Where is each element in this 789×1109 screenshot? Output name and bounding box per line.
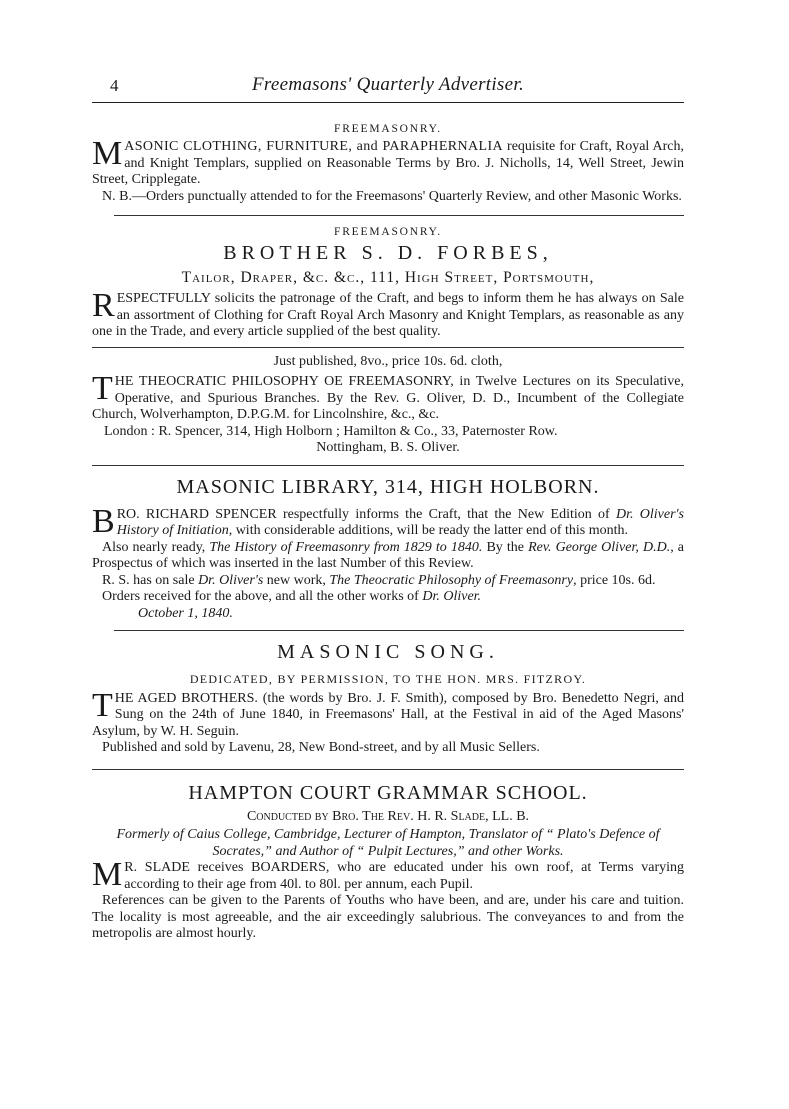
ad-theocratic-philosophy — [92, 354, 684, 457]
advertiser-address: Tailor, Draper, &c. &c., 111, High Street, Portsmouth, — [181, 269, 595, 286]
ad-body — [92, 370, 684, 424]
ad-body-text: RO. RICHARD SPENCER respectfully informs the Craft, that the New Edition of — [116, 506, 616, 522]
section-title: MASONIC SONG. — [277, 640, 499, 663]
ad-body-text: , price 10s. 6d. — [573, 572, 656, 588]
section-title: MASONIC LIBRARY, 314, HIGH HOLBORN. — [176, 475, 600, 498]
on-sale-note — [92, 573, 684, 590]
author-name: Dr. Oliver. — [422, 589, 482, 604]
ad-kicker: FREEMASONRY. — [334, 226, 442, 238]
drop-cap: B — [92, 502, 115, 540]
book-title: Dr. Oliver's History of Initiation — [116, 506, 684, 538]
divider — [92, 465, 684, 466]
divider — [114, 215, 684, 216]
publication-notice: Just published, 8vo., price 10s. 6d. cloth, — [273, 353, 503, 369]
conducted-by: Conducted by Bro. The Rev. H. R. Slade, LL. B. — [246, 808, 530, 824]
ad-body — [92, 287, 684, 341]
author-name: Rev. George Oliver, D.D. — [528, 539, 671, 555]
drop-cap: T — [92, 370, 113, 407]
ad-body-text: By the — [482, 539, 529, 555]
divider — [114, 630, 684, 631]
ad-forbes-tailor — [92, 226, 684, 341]
divider — [92, 769, 684, 770]
divider — [92, 347, 684, 348]
drop-cap: M — [92, 856, 123, 893]
ad-masonic-clothing — [92, 123, 684, 205]
ad-body-text: Orders received for the above, and all the other works of — [102, 589, 423, 604]
references-note: References can be given to the Parents of Youths who have been, and are, under his care and tuition. The locality is most agreeable, and the air exceedingly salubrious. The conveyances to and from the metropolis are almost hourly. — [92, 893, 684, 941]
ad-body-text: ESPECTFULLY solicits the patronage of the Craft, and begs to inform them he has always on Sale an assortment of Clothing for Craft Royal Arch Masonry and Knight Templars, as reasonable as any one in the Trade, and every article supplied of the best quality. — [92, 291, 684, 339]
ad-body — [92, 135, 685, 189]
ad-body-text: Also nearly ready, — [102, 539, 210, 555]
credentials: Formerly of Caius College, Cambridge, Lecturer of Hampton, Translator of “ Plato's Defence of Socrates,” and Author of “ Pulpit Lectures,” and other Works. — [116, 827, 660, 859]
drop-cap: T — [92, 686, 113, 724]
ad-body-text: new work, — [263, 572, 330, 588]
publisher-nottingham: Nottingham, B. S. Oliver. — [316, 440, 460, 455]
author-name: Dr. Oliver's — [198, 572, 264, 588]
section-title: HAMPTON COURT GRAMMAR SCHOOL. — [188, 781, 588, 804]
ad-masonic-library — [92, 476, 684, 622]
ad-lead: ASONIC CLOTHING, FURNITURE, and PARAPHERNALIA — [124, 139, 504, 154]
ad-note: N. B.—Orders punctually attended to for the Freemasons' Quarterly Review, and other Masonic Works. — [102, 188, 682, 204]
also-ready-note — [92, 540, 684, 573]
publisher-london: London : R. Spencer, 314, High Holborn ; Hamilton & Co., 33, Paternoster Row. — [104, 423, 558, 439]
book-title: The Theocratic Philosophy of Freemasonry — [329, 572, 574, 588]
running-title: Freemasons' Quarterly Advertiser. — [251, 74, 524, 95]
ad-body-text: R. S. has on sale — [102, 572, 199, 588]
ad-body-text: R. SLADE receives BOARDERS, who are educated under his own roof, at Terms varying according to their age from 40l. to 80l. per annum, each Pupil. — [124, 860, 684, 892]
ad-hampton-court-school — [92, 782, 684, 943]
page-number: 4 — [110, 76, 119, 95]
ad-body — [92, 856, 684, 893]
ad-body — [92, 502, 684, 540]
ad-masonic-song — [92, 641, 684, 757]
orders-note — [92, 589, 684, 606]
ad-body-text: HE THEOCRATIC PHILOSOPHY OE FREEMASONRY, in Twelve Lectures on its Speculative, Operative, and Spurious Branches. By the Rev. G. Oliver, D. D., Incumbent of the Collegiate Church, Wolverhampton, D.P.G.M. for Lincolnshire, &c., &c. — [92, 374, 684, 422]
drop-cap: M — [92, 135, 123, 172]
ad-kicker: FREEMASONRY. — [334, 123, 442, 135]
ad-body-text: requisite for Craft, Royal Arch, and Knight Templars, supplied on Reasonable Terms by Bro. J. Nicholls, 14, Well Street, Jewin Street, Cripplegate. — [92, 139, 685, 187]
book-title: The History of Freemasonry from 1829 to 1840. — [209, 539, 483, 555]
dedication: DEDICATED, BY PERMISSION, TO THE HON. MRS. FITZROY. — [189, 671, 587, 686]
publisher-note: Published and sold by Lavenu, 28, New Bond-street, and by all Music Sellers. — [102, 740, 540, 755]
page-header — [92, 74, 684, 103]
ad-body-text: , with considerable additions, will be ready the latter end of this month. — [228, 523, 628, 538]
ad-body — [92, 686, 684, 741]
advertiser-page — [92, 74, 684, 943]
ad-body-text: HE AGED BROTHERS. (the words by Bro. J. F. Smith), composed by Bro. Benedetto Negri, and Sung on the 24th of June 1840, in Freemasons' Hall, at the Festival in aid of the Aged Masons' Asylum, by W. H. Seguin. — [92, 690, 684, 739]
advertiser-name: BROTHER S. D. FORBES, — [223, 242, 553, 264]
notice-date: October 1, 1840. — [138, 605, 233, 621]
ad-body-text: , a Prospectus of which was inserted in the last Number of this Review. — [92, 539, 685, 571]
drop-cap: R — [92, 287, 115, 324]
